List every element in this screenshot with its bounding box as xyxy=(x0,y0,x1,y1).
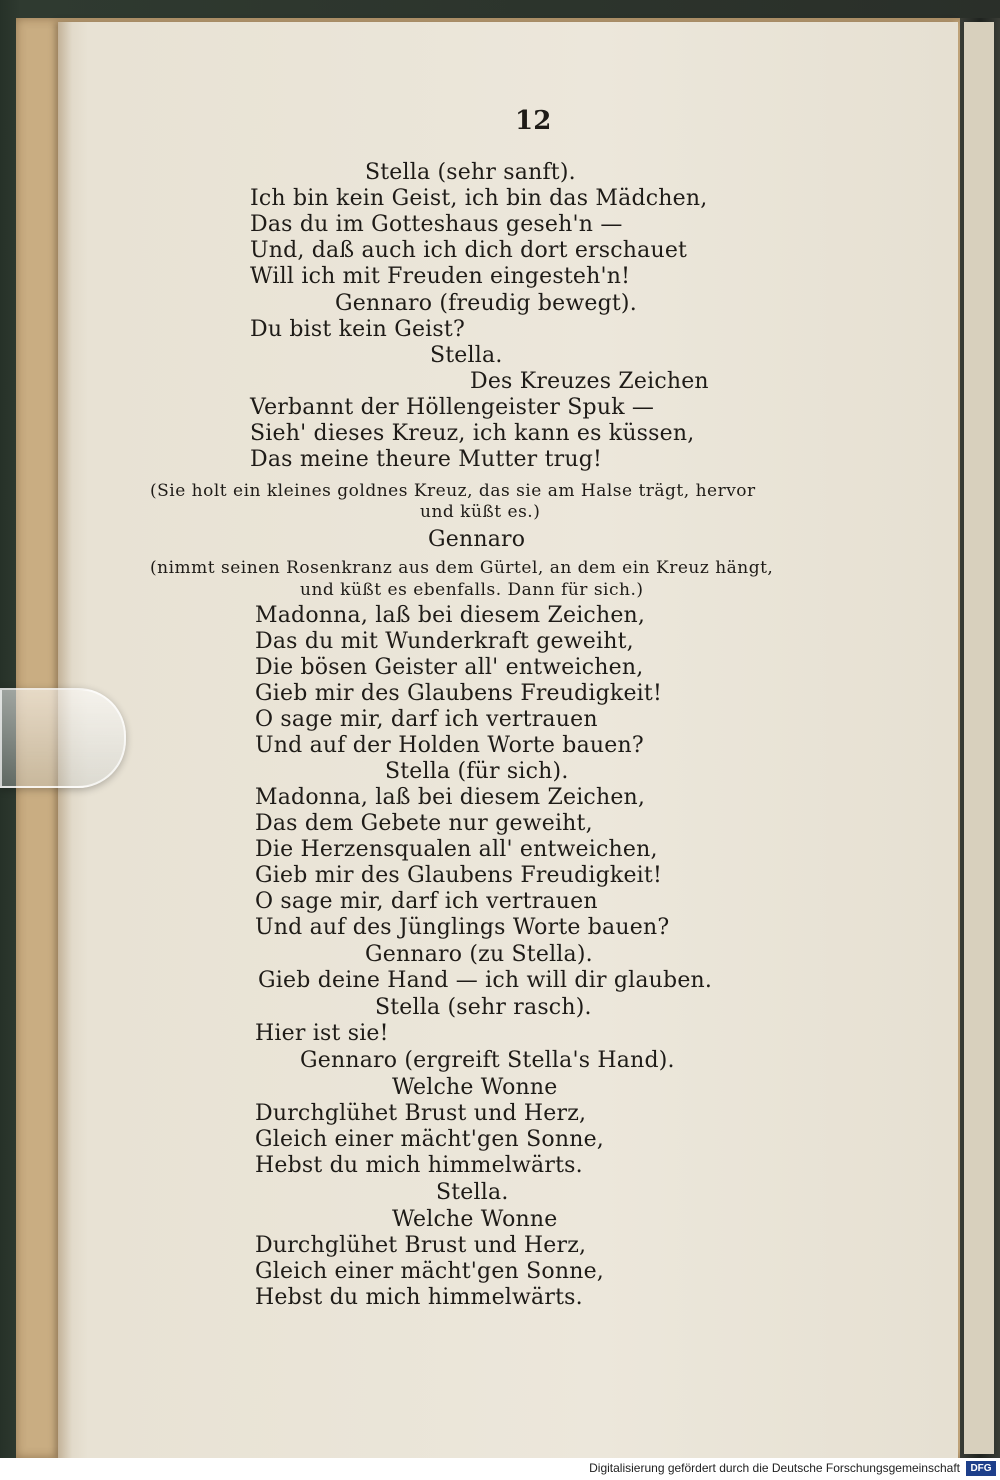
text-line: Gennaro (ergreift Stella's Hand). xyxy=(300,1048,675,1073)
text-line: Gleich einer mächt'gen Sonne, xyxy=(255,1259,604,1284)
text-line: Will ich mit Freuden eingesteh'n! xyxy=(250,264,631,289)
text-line: Ich bin kein Geist, ich bin das Mädchen, xyxy=(250,186,708,211)
text-line: Madonna, laß bei diesem Zeichen, xyxy=(255,785,646,810)
text-line: Gieb deine Hand — ich will dir glauben. xyxy=(258,968,713,993)
next-page-edge xyxy=(960,18,1000,1458)
text-line: Und auf des Jünglings Worte bauen? xyxy=(255,915,670,940)
text-line: O sage mir, darf ich vertrauen xyxy=(255,707,598,732)
text-line: Die bösen Geister all' entweichen, xyxy=(255,655,644,680)
text-line: Das du im Gotteshaus geseh'n — xyxy=(250,212,623,237)
text-line: Des Kreuzes Zeichen xyxy=(470,369,709,394)
text-line: Du bist kein Geist? xyxy=(250,317,465,342)
text-line: Gieb mir des Glaubens Freudigkeit! xyxy=(255,681,662,706)
text-line: Madonna, laß bei diesem Zeichen, xyxy=(255,603,646,628)
text-line: Und auf der Holden Worte bauen? xyxy=(255,733,644,758)
digitization-footer xyxy=(0,1458,1000,1480)
text-line: Durchglühet Brust und Herz, xyxy=(255,1233,587,1258)
page-text xyxy=(60,0,960,1440)
text-line: Verbannt der Höllengeister Spuk — xyxy=(250,395,655,420)
text-line: (nimmt seinen Rosenkranz aus dem Gürtel, an dem ein Kreuz hängt, xyxy=(150,558,774,578)
text-line: Gennaro (freudig bewegt). xyxy=(335,291,637,316)
text-line: Gennaro xyxy=(428,527,526,552)
text-line: Stella. xyxy=(430,343,503,368)
text-line: Gieb mir des Glaubens Freudigkeit! xyxy=(255,863,662,888)
page-clip xyxy=(0,688,126,788)
text-line: Stella. xyxy=(436,1180,509,1205)
text-line: (Sie holt ein kleines goldnes Kreuz, das sie am Halse trägt, hervor xyxy=(150,481,756,501)
text-line: Und, daß auch ich dich dort erschauet xyxy=(250,238,688,263)
text-line: Stella (für sich). xyxy=(385,759,569,784)
text-line: Das meine theure Mutter trug! xyxy=(250,447,603,472)
text-line: Gennaro (zu Stella). xyxy=(365,942,593,967)
text-line: Die Herzensqualen all' entweichen, xyxy=(255,837,658,862)
text-line: Hebst du mich himmelwärts. xyxy=(255,1153,583,1178)
page-number: 12 xyxy=(515,106,552,136)
text-line: Hier ist sie! xyxy=(255,1021,389,1046)
text-line: Das du mit Wunderkraft geweiht, xyxy=(255,629,634,654)
footer-credit: Digitalisierung gefördert durch die Deutsche Forschungsgemeinschaft xyxy=(589,1461,960,1475)
text-line: und küßt es.) xyxy=(420,502,541,522)
dfg-logo: DFG xyxy=(966,1461,996,1476)
text-line: Gleich einer mächt'gen Sonne, xyxy=(255,1127,604,1152)
text-line: und küßt es ebenfalls. Dann für sich.) xyxy=(300,580,644,600)
text-line: O sage mir, darf ich vertrauen xyxy=(255,889,598,914)
text-line: Stella (sehr rasch). xyxy=(375,995,592,1020)
text-line: Sieh' dieses Kreuz, ich kann es küssen, xyxy=(250,421,695,446)
text-line: Stella (sehr sanft). xyxy=(365,160,576,185)
text-line: Durchglühet Brust und Herz, xyxy=(255,1101,587,1126)
text-line: Welche Wonne xyxy=(392,1075,558,1100)
text-line: Welche Wonne xyxy=(392,1207,558,1232)
text-line: Hebst du mich himmelwärts. xyxy=(255,1285,583,1310)
text-line: Das dem Gebete nur geweiht, xyxy=(255,811,593,836)
